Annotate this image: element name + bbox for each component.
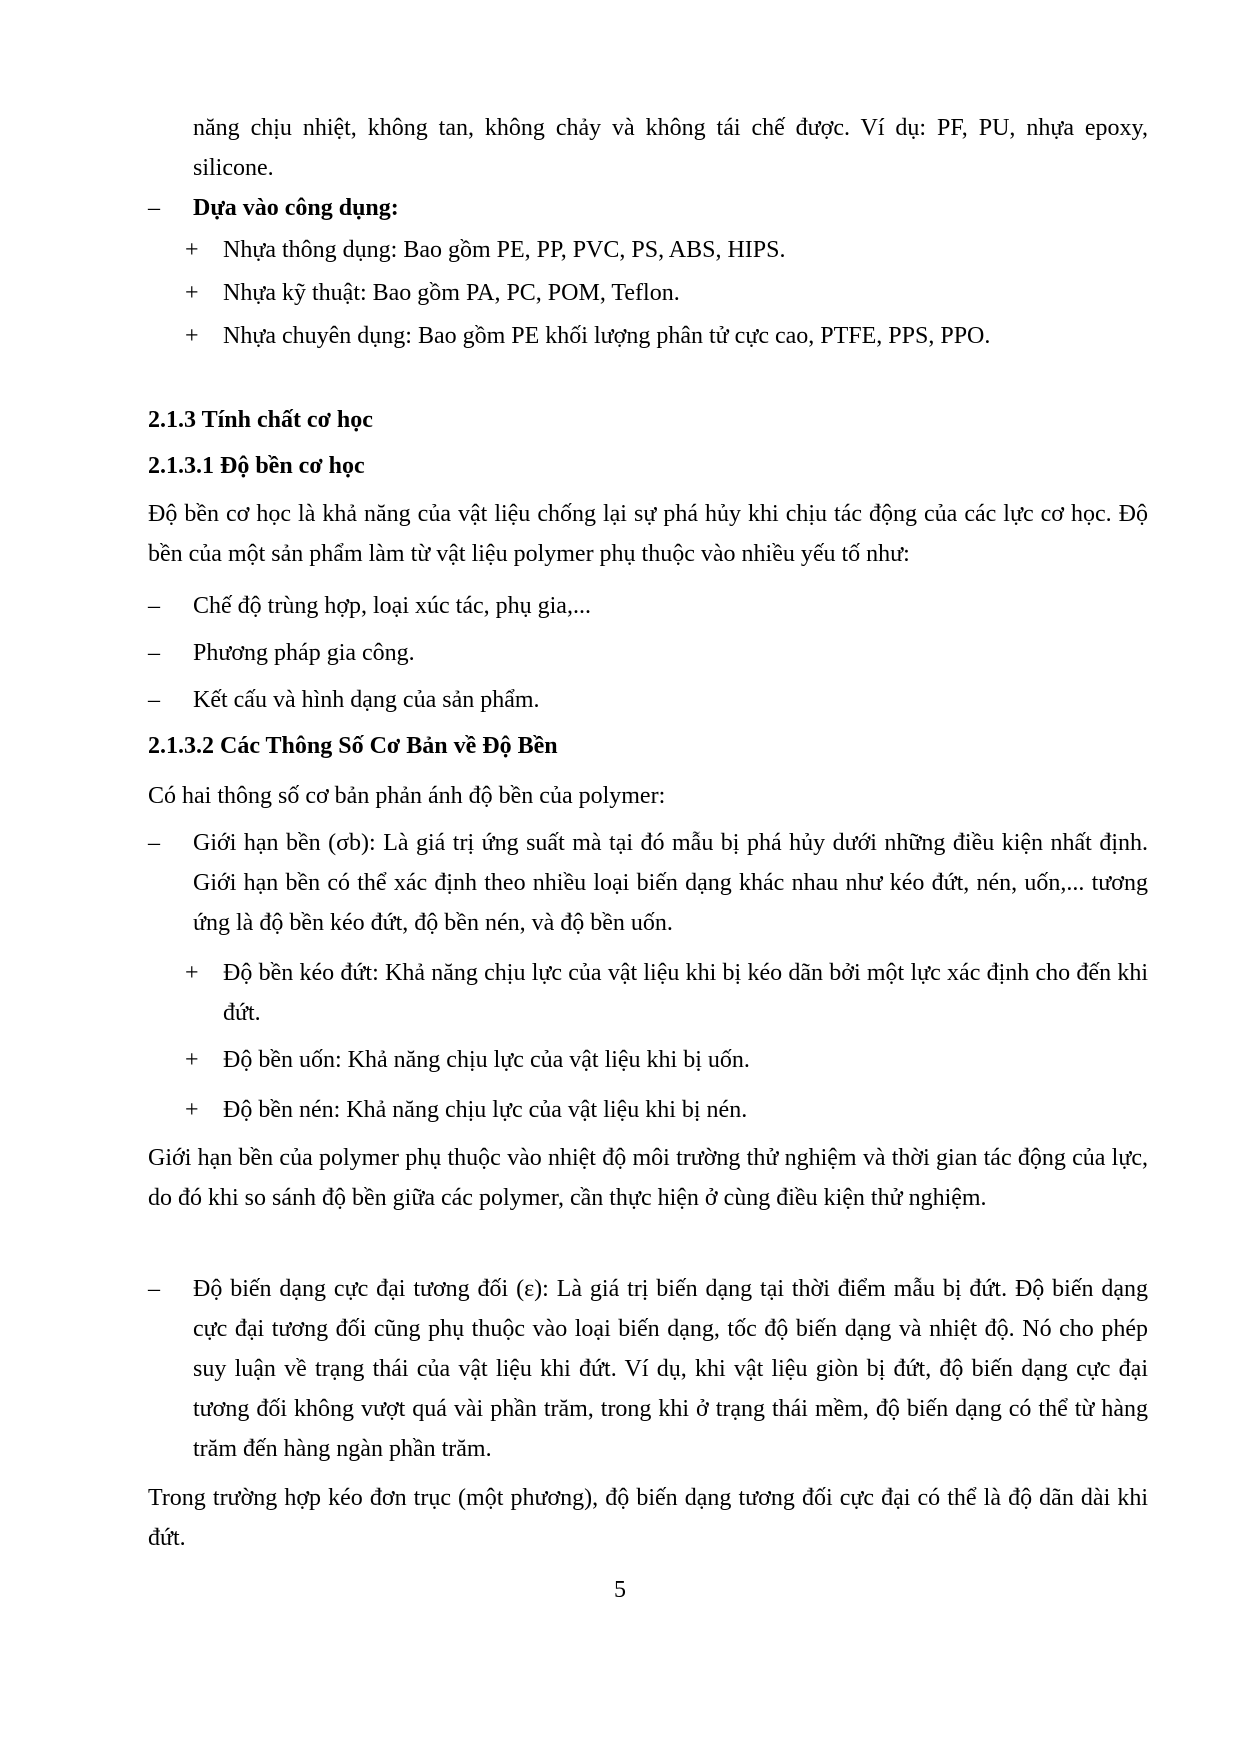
list-item-text: Kết cấu và hình dạng của sản phẩm. (193, 687, 540, 713)
list-item (148, 680, 1148, 720)
plus-marker: + (185, 1097, 199, 1123)
intro-paragraph: Độ bền cơ học là khả năng của vật liệu chống lại sự phá hủy khi chịu tác động của các lực cơ học. Độ bền của một sản phẩm làm từ vật liệu polymer phụ thuộc vào nhiều yếu tố như: (148, 501, 1148, 567)
section-heading: 2.1.3 Tính chất cơ học (148, 407, 373, 433)
list-item-text: Nhựa thông dụng: Bao gồm PE, PP, PVC, PS, ABS, HIPS. (223, 237, 786, 263)
list-item (185, 1090, 1148, 1130)
closing-paragraph: Trong trường hợp kéo đơn trục (một phương), độ biến dạng tương đối cực đại có thể là độ dãn dài khi đứt. (148, 1485, 1148, 1551)
dash-marker: – (148, 1276, 160, 1302)
page-number: 5 (614, 1577, 626, 1603)
by-use-item (148, 188, 1148, 228)
list-item-text: Độ biến dạng cực đại tương đối (ε): Là giá trị biến dạng tại thời điểm mẫu bị đứt. Độ biến dạng cực đại tương đối cũng phụ thuộc vào loại biến dạng, tốc độ biến dạng và nhiệt độ. Nó cho phép suy luận về trạng thái của vật liệu khi đứt. Ví dụ, khi vật liệu giòn bị đứt, độ biến dạng cực đại tương đối không vượt quá vài phần trăm, trong khi ở trạng thái mềm, độ biến dạng có thể từ hàng trăm đến hàng ngàn phần trăm. (193, 1276, 1148, 1462)
list-item-text: Nhựa chuyên dụng: Bao gồm PE khối lượng phân tử cực cao, PTFE, PPS, PPO. (223, 323, 991, 349)
list-item-text: Độ bền kéo đứt: Khả năng chịu lực của vật liệu khi bị kéo dãn bởi một lực xác định cho đến khi đứt. (223, 960, 1148, 1026)
plus-marker: + (185, 237, 199, 263)
plus-marker: + (185, 960, 199, 986)
list-item (185, 273, 1148, 313)
continuation-paragraph: năng chịu nhiệt, không tan, không chảy và không tái chế được. Ví dụ: PF, PU, nhựa epoxy, silicone. (193, 115, 1148, 181)
max-strain-item (148, 1269, 1148, 1469)
list-item-text: Giới hạn bền (σb): Là giá trị ứng suất mà tại đó mẫu bị phá hủy dưới những điều kiện nhất định. Giới hạn bền có thể xác định theo nhiều loại biến dạng khác nhau như kéo đứt, nén, uốn,... tương ứng là độ bền kéo đứt, độ bền nén, và độ bền uốn. (193, 830, 1148, 936)
list-item-text: Phương pháp gia công. (193, 640, 415, 666)
list-item (185, 1040, 1148, 1080)
intro-paragraph: Có hai thông số cơ bản phản ánh độ bền của polymer: (148, 783, 666, 809)
list-item-text: Độ bền nén: Khả năng chịu lực của vật liệu khi bị nén. (223, 1097, 748, 1123)
list-item (148, 633, 1148, 673)
subsection-heading: 2.1.3.1 Độ bền cơ học (148, 453, 365, 479)
list-item-text: Độ bền uốn: Khả năng chịu lực của vật liệu khi bị uốn. (223, 1047, 750, 1073)
tensile-limit-item (148, 823, 1148, 943)
by-use-label: Dựa vào công dụng: (193, 195, 399, 221)
plus-marker: + (185, 323, 199, 349)
dash-marker: – (148, 640, 160, 666)
plus-marker: + (185, 280, 199, 306)
note-paragraph: Giới hạn bền của polymer phụ thuộc vào nhiệt độ môi trường thử nghiệm và thời gian tác động của lực, do đó khi so sánh độ bền giữa các polymer, cần thực hiện ở cùng điều kiện thử nghiệm. (148, 1145, 1148, 1211)
subsection-heading: 2.1.3.2 Các Thông Số Cơ Bản về Độ Bền (148, 733, 558, 759)
list-item (185, 953, 1148, 1033)
plus-marker: + (185, 1047, 199, 1073)
dash-marker: – (148, 593, 160, 619)
list-item (185, 230, 1148, 270)
dash-marker: – (148, 687, 160, 713)
dash-marker: – (148, 195, 160, 221)
list-item-text: Nhựa kỹ thuật: Bao gồm PA, PC, POM, Teflon. (223, 280, 680, 306)
list-item (148, 586, 1148, 626)
list-item-text: Chế độ trùng hợp, loại xúc tác, phụ gia,... (193, 593, 591, 619)
dash-marker: – (148, 830, 160, 856)
list-item (185, 316, 1148, 356)
